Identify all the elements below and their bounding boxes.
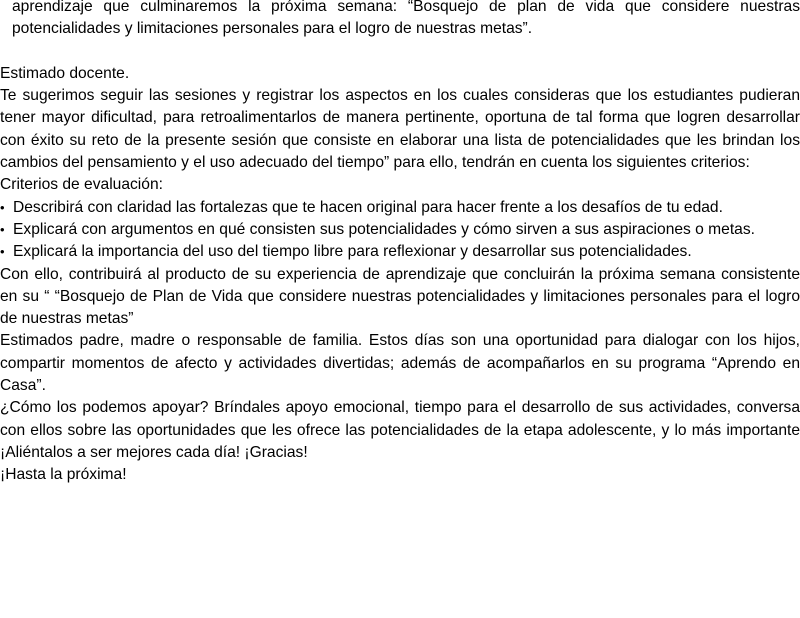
criteria-item-text: Explicará con argumentos en qué consisten sus potencialidades y cómo sirven a sus aspiraciones o metas. [13,220,755,238]
intro-paragraph: aprendizaje que culminaremos la próxima semana: “Bosquejo de plan de vida que considere nuestras potencialidades y limitaciones personales para el logro de nuestras metas”. [12,0,800,38]
contribution-paragraph: Con ello, contribuirá al producto de su experiencia de aprendizaje que concluirán la próxima semana consistente en su “ “Bosquejo de Plan de Vida que considere nuestras potencialidades y limitaciones personales para el logro de nuestras metas” [0,265,800,328]
teacher-paragraph: Te sugerimos seguir las sesiones y registrar los aspectos en los cuales consideras que los estudiantes pudieran tener mayor dificultad, para retroalimentarlos de manera pertinente, oportuna de tal forma que logren desarrollar con éxito su reto de la presente sesión que consiste en elaborar una lista de potencialidades que les brindan los cambios del pensamiento y el uso adecuado del tiempo” para ello, tendrán en cuenta los siguientes criterios: [0,87,800,172]
bullet-icon: • [0,221,5,237]
support-paragraph: ¿Cómo los podemos apoyar? Bríndales apoyo emocional, tiempo para el desarrollo de sus actividades, conversa con ellos sobre las oportunidades que les ofrece las potencialidades de la etapa adolescente, y lo más importante ¡Aliéntalos a ser mejores cada día! ¡Gracias! [0,399,800,461]
paragraph-gap [0,41,800,63]
criteria-item [0,219,800,241]
criteria-item [0,197,800,219]
teacher-greeting: Estimado docente. [0,64,130,82]
criteria-item-text: Describirá con claridad las fortalezas que te hacen original para hacer frente a los desafíos de tu edad. [13,198,723,216]
bullet-icon: • [0,199,5,215]
bullet-icon: • [0,244,5,260]
criteria-item [0,241,800,263]
closing-line: ¡Hasta la próxima! [0,466,127,484]
criteria-heading: Criterios de evaluación: [0,176,163,194]
criteria-list [0,197,800,264]
criteria-item-text: Explicará la importancia del uso del tiempo libre para reflexionar y desarrollar sus potencialidades. [13,243,692,261]
family-paragraph: Estimados padre, madre o responsable de familia. Estos días son una oportunidad para dialogar con los hijos, compartir momentos de afecto y actividades divertidas; además de acompañarlos en su programa “Aprendo en Casa”. [0,332,800,395]
